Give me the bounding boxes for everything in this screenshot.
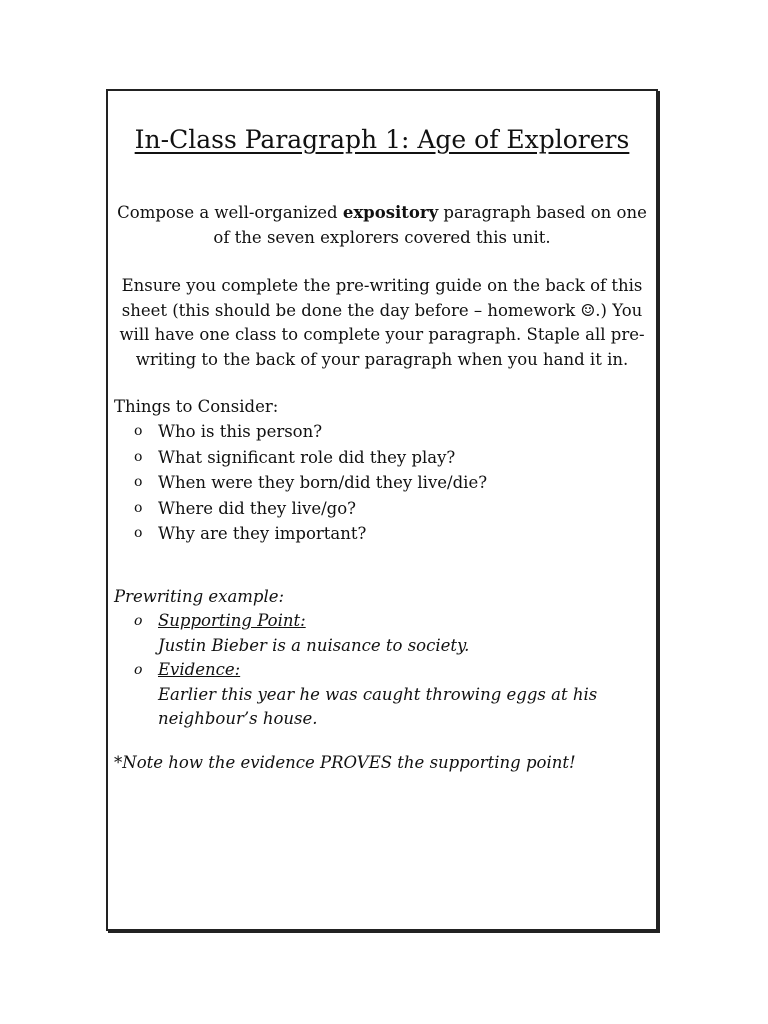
prewriting-item [134,609,656,658]
prewriting-detail: Justin Bieber is a nuisance to society. [158,635,470,655]
bullet-icon: o [134,499,143,516]
list-item-text: Where did they live/go? [158,498,357,518]
intro-text-before: Compose a well-organized [117,203,343,222]
consider-heading: Things to Consider: [114,397,279,416]
worksheet-page [106,89,658,931]
intro-bold-term: expository [342,203,439,222]
list-item [134,445,487,471]
list-item [134,496,487,522]
prewriting-label: Supporting Point: [158,611,306,630]
bullet-icon: o [134,525,143,541]
prewriting-label: Evidence: [158,660,241,679]
prewriting-item [134,658,656,732]
note-text: *Note how the evidence PROVES the supporting point! [114,753,576,772]
bullet-icon: o [134,474,143,490]
list-item-text: Who is this person? [158,422,323,441]
instructions-paragraph: Ensure you complete the pre-writing guide on the back of this sheet (this should be done the day before – homework ☺.) You will have one class to complete your paragraph. Staple all pre-writing to the back of your paragraph when you hand it in. [119,276,645,369]
prewriting-detail: Earlier this year he was caught throwing eggs at his neighbour’s house. [158,684,598,728]
bullet-icon: o [134,423,143,439]
bullet-icon: o [134,662,143,678]
list-item [134,521,487,547]
list-item-text: Why are they important? [158,524,367,543]
prewriting-heading: Prewriting example: [114,587,285,606]
list-item-text: What significant role did they play? [158,447,456,467]
list-item-text: When were they born/did they live/die? [158,473,488,492]
bullet-icon: o [134,448,143,465]
intro-text-after: paragraph based on one of the seven explorers covered this unit. [213,203,647,247]
intro-paragraph [114,201,650,250]
consider-list [134,419,487,547]
bullet-icon: o [134,613,143,629]
list-item [134,419,487,445]
prewriting-list [134,609,656,732]
page-title: In-Class Paragraph 1: Age of Explorers [134,125,630,154]
list-item [134,470,487,496]
